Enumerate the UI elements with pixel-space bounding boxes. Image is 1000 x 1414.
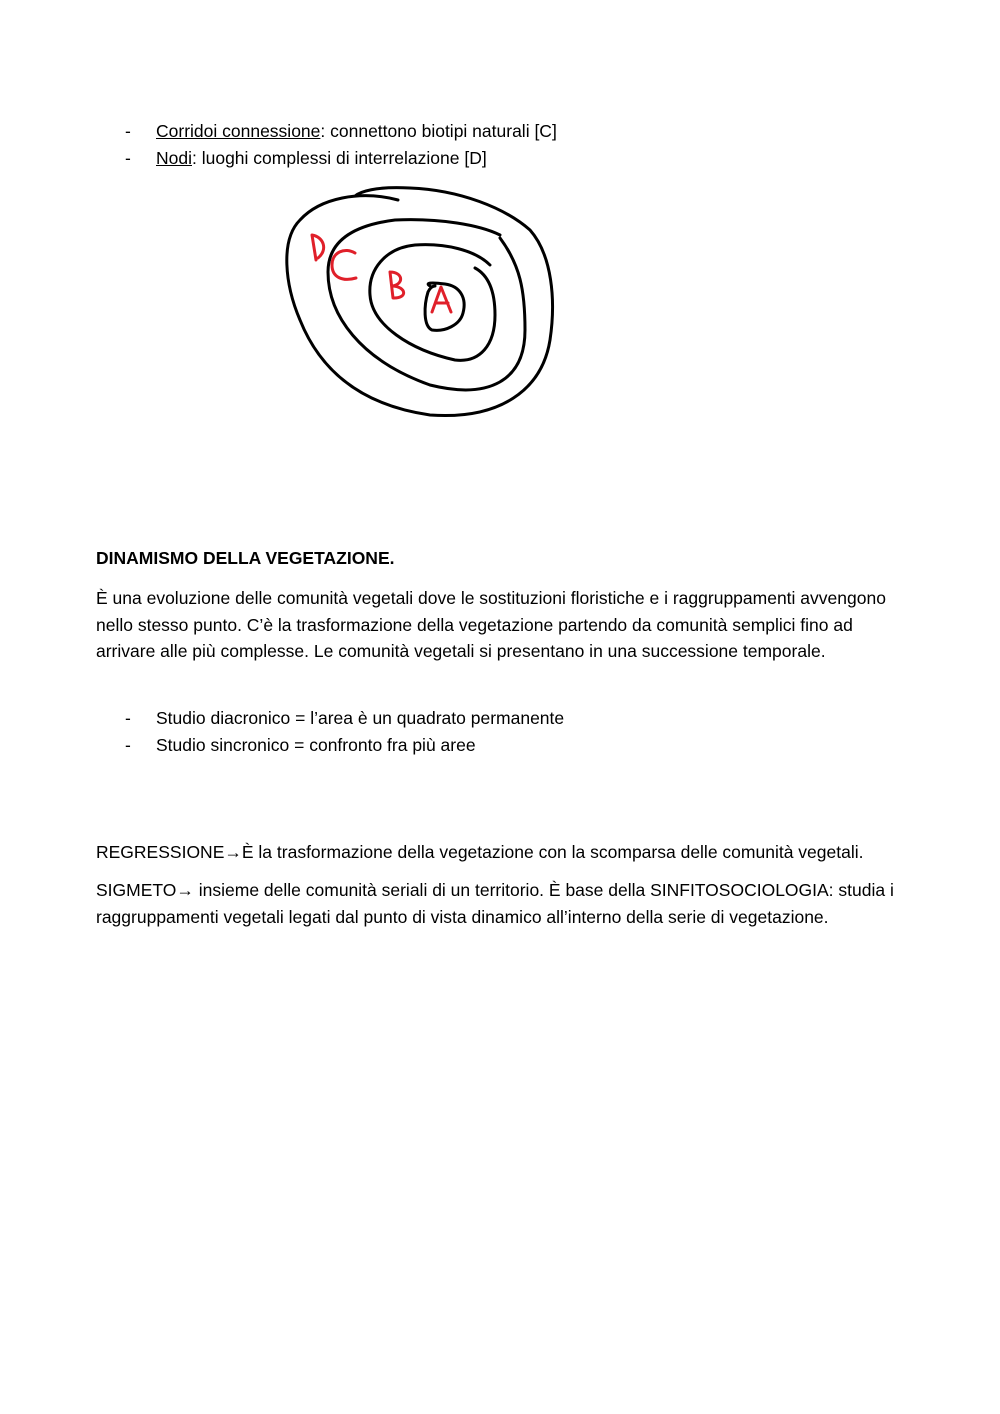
network-elements-list <box>0 118 557 171</box>
label-a-mark <box>432 287 451 312</box>
list-dash: - <box>125 708 131 728</box>
intro-paragraph: È una evoluzione delle comunità vegetali dove le sostituzioni floristiche e i raggruppamenti avvengono nello stesso punto. C’è la trasformazione della vegetazione partendo da comunità semplici fino ad arrivare alle più complesse. Le comunità vegetali si presentano in una successione temporale. <box>96 588 886 661</box>
sigmeto-text: insieme delle comunità seriali di un territorio. È base della SINFITOSOCIOLOGIA: studia i raggruppamenti vegetali legati dal punto di vista dinamico all’interno della serie di vegetazione. <box>96 880 894 927</box>
concentric-zones-sketch <box>280 180 570 425</box>
list-item <box>0 732 564 759</box>
list-item <box>0 705 564 732</box>
ring-b <box>370 245 495 361</box>
arrow-icon: → <box>224 842 242 862</box>
sigmeto-paragraph <box>96 877 916 930</box>
sigmeto-term: SIGMETO <box>96 880 177 900</box>
term-definition: : luoghi complessi di interrelazione [D] <box>192 147 487 168</box>
list-item <box>0 118 557 145</box>
term-definition: : connettono biotipi naturali [C] <box>320 121 557 141</box>
study-types-list <box>0 705 564 758</box>
ring-a <box>425 283 464 330</box>
regressione-text: È la trasformazione della vegetazione con la scomparsa delle comunità vegetali. <box>241 842 864 862</box>
section-heading: DINAMISMO DELLA VEGETAZIONE. <box>96 548 395 568</box>
regressione-term: REGRESSIONE <box>96 842 225 862</box>
term-corridoi: Corridoi connessione <box>156 121 321 141</box>
regressione-paragraph <box>96 839 916 866</box>
term-nodi: Nodi <box>156 147 192 168</box>
label-b-mark <box>390 272 404 298</box>
list-dash: - <box>125 147 131 168</box>
study-diacronico: Studio diacronico = l’area è un quadrato permanente <box>156 708 565 728</box>
label-c-mark <box>332 250 356 279</box>
list-dash: - <box>125 121 131 141</box>
study-sincronico: Studio sincronico = confronto fra più aree <box>156 734 476 755</box>
list-item <box>0 145 557 172</box>
arrow-icon: → <box>176 880 194 900</box>
label-d-mark <box>312 235 324 260</box>
list-dash: - <box>125 734 131 755</box>
